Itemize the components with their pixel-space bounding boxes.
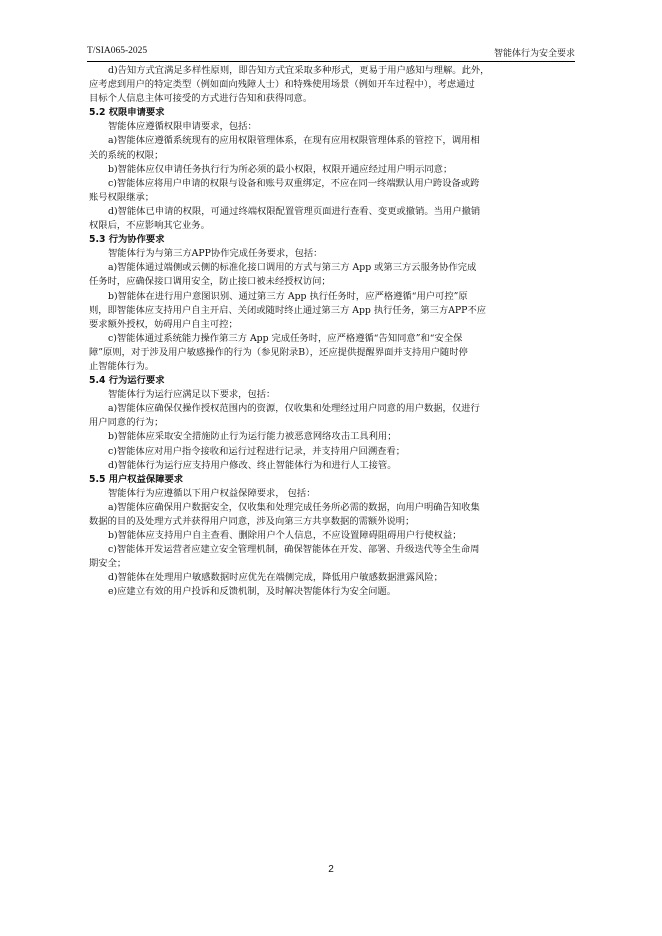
body-text-line: c)智能体通过系统能力操作第三方 App 完成任务时，应严格遵循“告知同意”和“安全保 — [108, 332, 463, 344]
body-text-line: d)告知方式宜满足多样性原则，即告知方式宜采取多种形式，更易于用户感知与理解。此外， — [108, 65, 490, 76]
document-body — [89, 64, 578, 600]
body-text-line: d)智能体行为运行应支持用户修改、终止智能体行为和进行人工接管。 — [108, 459, 397, 471]
body-text-line: b)智能体应支持用户自主查看、删除用户个人信息，不应设置障碍阻碍用户行使权益； — [108, 530, 462, 542]
body-text-line: 账号权限继承； — [89, 191, 155, 203]
section-heading: 5.3 行为协作要求 — [89, 234, 165, 246]
body-text-line: c)智能体开发运营者应建立安全管理机制，确保智能体在开发、部署、升级迭代等全生命周 — [108, 544, 480, 556]
body-text-line: d)智能体已申请的权限，可通过终端权限配置管理页面进行查看、变更或撤销。当用户撤销 — [108, 205, 481, 217]
section-heading: 5.5 用户权益保障要求 — [89, 473, 184, 485]
body-text-line: 目标个人信息主体可接受的方式进行告知和获得同意。 — [89, 93, 313, 105]
body-text-line: 用户同意的行为； — [89, 417, 164, 429]
body-text-line: 要求额外授权，妨碍用户自主可控； — [89, 318, 238, 330]
body-text-line: 关的系统的权限； — [89, 149, 164, 161]
document-title: 智能体行为安全要求 — [493, 49, 575, 59]
body-text-line: b)智能体在进行用户意图识别、通过第三方 App 执行任务时，应严格遵循“用户可控”原 — [108, 290, 468, 302]
body-text-line: a)智能体应确保仅操作授权范围内的资源，仅收集和处理经过用户同意的用户数据，仅进行 — [108, 403, 480, 415]
body-text-line: 智能体行为应遵循以下用户权益保障要求， 包括： — [108, 487, 316, 499]
section-heading: 5.4 行为运行要求 — [89, 375, 165, 387]
body-text-line: 障”原则，对于涉及用户敏感操作的行为（参见附录B），还应提供提醒界面并支持用户随时停 — [89, 346, 468, 358]
body-text-line: 则，即智能体应支持用户自主开启、关闭或随时终止通过第三方 App 执行任务，第三方APP不应 — [89, 304, 487, 316]
body-text-line: a)智能体应确保用户数据安全，仅收集和处理完成任务所必需的数据，向用户明确告知收集 — [108, 501, 480, 513]
body-text-line: 权限后，不应影响其它业务。 — [89, 220, 210, 232]
body-text-line: 数据的目的及处理方式并获得用户同意，涉及向第三方共享数据的需额外说明； — [89, 516, 415, 527]
body-text-line: 任务时，应确保接口调用安全，防止接口被未经授权访问； — [89, 276, 331, 288]
page-number: 2 — [328, 864, 334, 875]
body-text-line: c)智能体应对用户指令接收和运行过程进行记录，并支持用户回溯查看； — [108, 445, 406, 457]
body-text-line: 智能体行为运行应满足以下要求，包括： — [108, 389, 276, 401]
body-text-line: b)智能体应仅申请任务执行行为所必须的最小权限，权限开通应经过用户明示同意； — [108, 163, 453, 175]
body-text-line: e)应建立有效的用户投诉和反馈机制，及时解决智能体行为安全问题。 — [108, 586, 397, 598]
body-text-line: 应考虑到用户的特定类型（例如面向残障人士）和特殊使用场景（例如开车过程中），考虑通过 — [89, 79, 475, 91]
body-text-line: d)智能体在处理用户敏感数据时应优先在端侧完成，降低用户敏感数据泄露风险； — [108, 572, 443, 584]
document-code: T/SIA065-2025 — [87, 46, 148, 56]
body-text-line: 智能体行为与第三方APP协作完成任务要求，包括： — [108, 248, 323, 260]
body-text-line: a)智能体通过端侧或云侧的标准化接口调用的方式与第三方 App 或第三方云服务协作完成 — [108, 262, 477, 274]
body-text-line: c)智能体应将用户申请的权限与设备和账号双重绑定，不应在同一终端默认用户跨设备或跨 — [108, 177, 480, 189]
body-text-line: 止智能体行为。 — [89, 360, 155, 372]
page-header — [87, 44, 575, 62]
body-text-line: 期安全； — [89, 558, 127, 570]
body-text-line: 智能体应遵循权限申请要求，包括： — [108, 121, 257, 133]
section-heading: 5.2 权限申请要求 — [89, 107, 165, 119]
body-text-line: a)智能体应遵循系统现有的应用权限管理体系，在现有应用权限管理体系的管控下，调用相 — [108, 135, 480, 147]
body-text-line: b)智能体应采取安全措施防止行为运行能力被恶意网络攻击工具利用； — [108, 431, 397, 443]
